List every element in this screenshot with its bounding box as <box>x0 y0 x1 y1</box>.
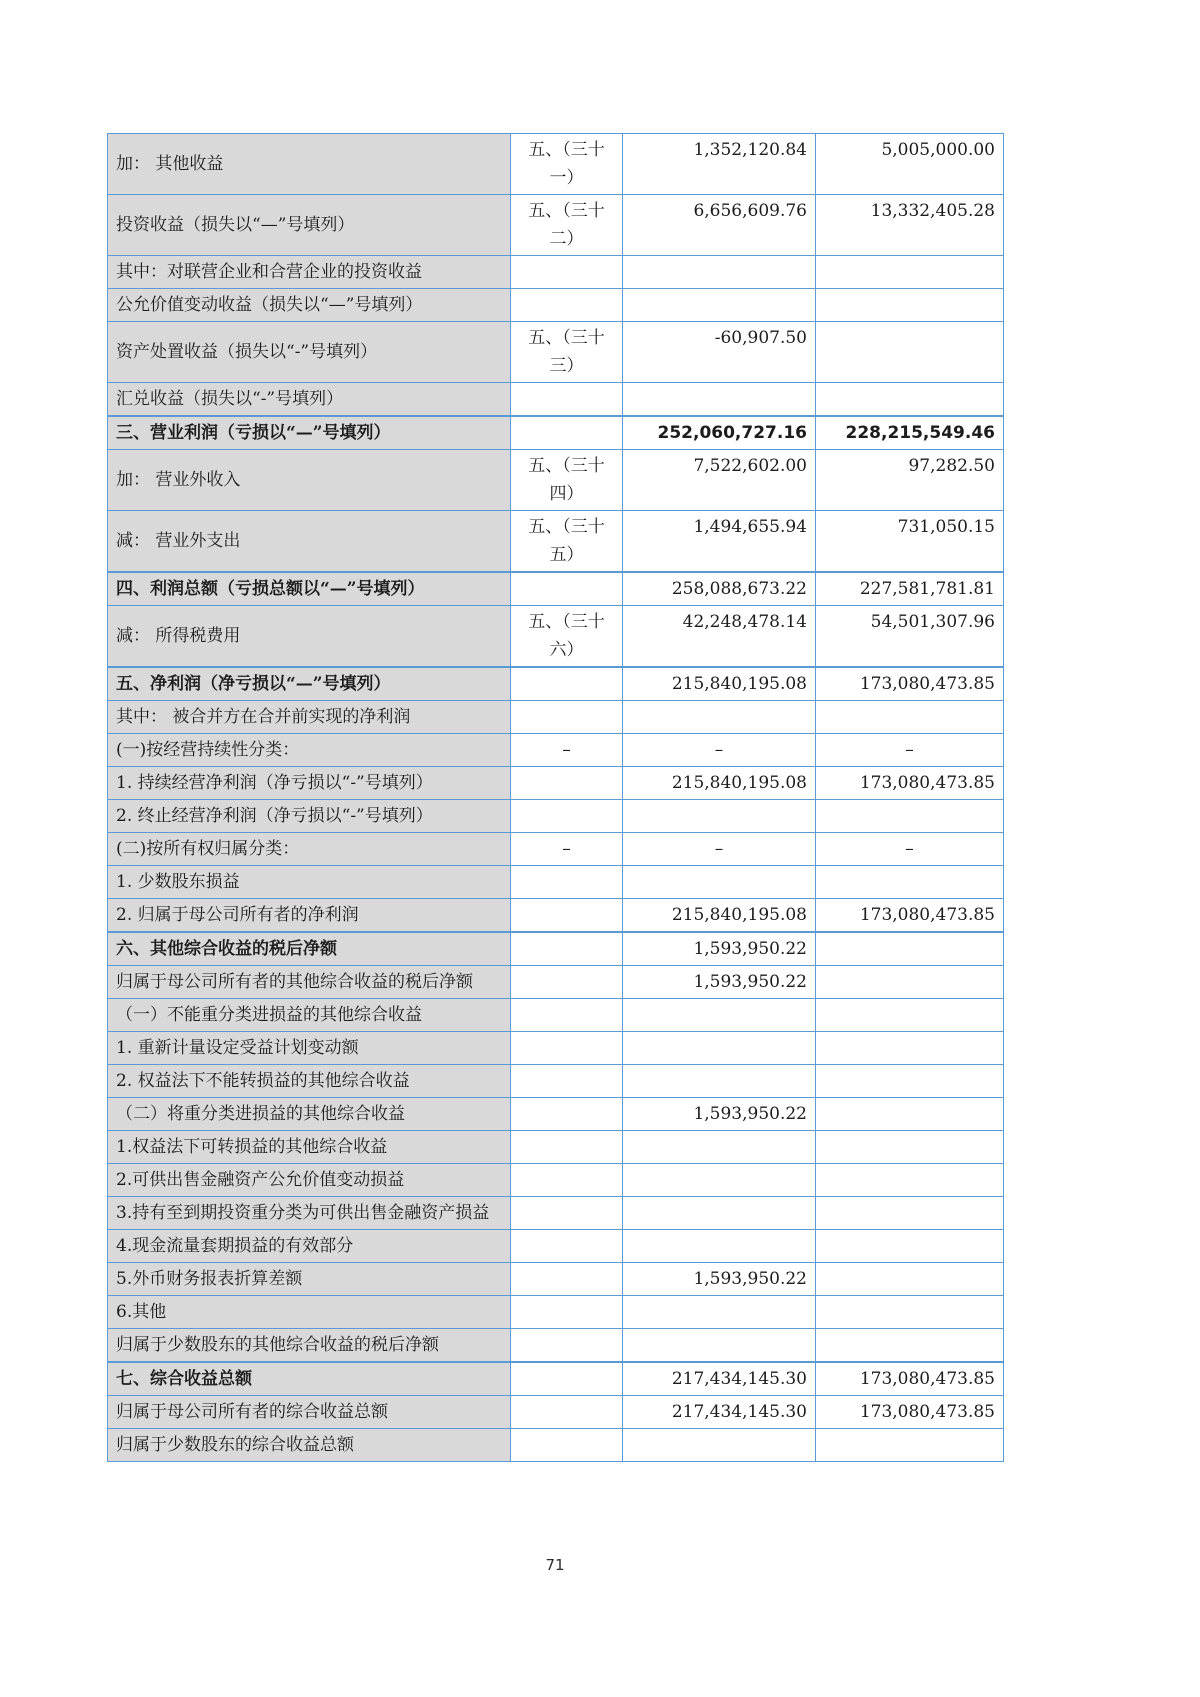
note-cell: 五、（三十一） <box>511 134 623 195</box>
item-cell: 4.现金流量套期损益的有效部分 <box>108 1230 511 1263</box>
current-period-cell: 1,593,950.22 <box>623 932 816 966</box>
note-cell <box>511 1131 623 1164</box>
note-cell: – <box>511 833 623 866</box>
note-cell: 五、（三十三） <box>511 322 623 383</box>
current-period-cell: 7,522,602.00 <box>623 450 816 511</box>
current-period-cell <box>623 289 816 322</box>
prior-period-cell <box>816 1131 1004 1164</box>
prior-period-cell: 13,332,405.28 <box>816 195 1004 256</box>
prior-period-cell: 5,005,000.00 <box>816 134 1004 195</box>
note-cell <box>511 999 623 1032</box>
note-cell <box>511 416 623 450</box>
item-cell: 1. 重新计量设定受益计划变动额 <box>108 1032 511 1065</box>
prior-period-cell <box>816 289 1004 322</box>
current-period-cell <box>623 1329 816 1363</box>
note-cell <box>511 1296 623 1329</box>
table-row <box>108 866 1004 899</box>
note-cell <box>511 1429 623 1462</box>
item-cell: 归属于母公司所有者的其他综合收益的税后净额 <box>108 966 511 999</box>
table-row <box>108 1098 1004 1131</box>
current-period-cell: 217,434,145.30 <box>623 1396 816 1429</box>
table-row <box>108 701 1004 734</box>
note-cell <box>511 256 623 289</box>
prior-period-cell: 731,050.15 <box>816 511 1004 573</box>
note-cell: – <box>511 734 623 767</box>
item-cell: 其中： 被合并方在合并前实现的净利润 <box>108 701 511 734</box>
table-row <box>108 256 1004 289</box>
current-period-cell <box>623 866 816 899</box>
item-cell: 其中：对联营企业和合营企业的投资收益 <box>108 256 511 289</box>
item-cell: 1. 持续经营净利润（净亏损以“-”号填列） <box>108 767 511 800</box>
prior-period-cell: 173,080,473.85 <box>816 1396 1004 1429</box>
item-cell: 1. 少数股东损益 <box>108 866 511 899</box>
prior-period-cell <box>816 1329 1004 1363</box>
note-cell <box>511 767 623 800</box>
current-period-cell <box>623 1032 816 1065</box>
table-row <box>108 1197 1004 1230</box>
note-cell <box>511 1230 623 1263</box>
prior-period-cell <box>816 701 1004 734</box>
table-row <box>108 1032 1004 1065</box>
current-period-cell: 1,593,950.22 <box>623 1098 816 1131</box>
current-period-cell: 1,593,950.22 <box>623 1263 816 1296</box>
table-row <box>108 1329 1004 1363</box>
item-cell: 六、其他综合收益的税后净额 <box>108 932 511 966</box>
note-cell <box>511 966 623 999</box>
prior-period-cell <box>816 1197 1004 1230</box>
prior-period-cell: 228,215,549.46 <box>816 416 1004 450</box>
prior-period-cell <box>816 866 1004 899</box>
item-cell: 2. 终止经营净利润（净亏损以“-”号填列） <box>108 800 511 833</box>
table-row <box>108 899 1004 933</box>
prior-period-cell <box>816 1032 1004 1065</box>
table-row <box>108 606 1004 668</box>
table-row <box>108 195 1004 256</box>
current-period-cell <box>623 1164 816 1197</box>
note-cell <box>511 800 623 833</box>
table-row <box>108 511 1004 573</box>
prior-period-cell: 173,080,473.85 <box>816 1362 1004 1396</box>
table-row <box>108 667 1004 701</box>
item-cell: 归属于少数股东的其他综合收益的税后净额 <box>108 1329 511 1363</box>
current-period-cell: -60,907.50 <box>623 322 816 383</box>
prior-period-cell: 173,080,473.85 <box>816 899 1004 933</box>
current-period-cell: – <box>623 734 816 767</box>
item-cell: 2. 归属于母公司所有者的净利润 <box>108 899 511 933</box>
note-cell <box>511 1032 623 1065</box>
table-body <box>108 134 1004 1462</box>
prior-period-cell: 227,581,781.81 <box>816 572 1004 606</box>
item-cell: 2.可供出售金融资产公允价值变动损益 <box>108 1164 511 1197</box>
table-row <box>108 833 1004 866</box>
current-period-cell <box>623 1197 816 1230</box>
current-period-cell: 258,088,673.22 <box>623 572 816 606</box>
note-cell <box>511 1098 623 1131</box>
item-cell: 3.持有至到期投资重分类为可供出售金融资产损益 <box>108 1197 511 1230</box>
item-cell: 资产处置收益（损失以“-”号填列） <box>108 322 511 383</box>
current-period-cell <box>623 701 816 734</box>
prior-period-cell: 173,080,473.85 <box>816 667 1004 701</box>
table-row <box>108 1396 1004 1429</box>
note-cell <box>511 289 623 322</box>
current-period-cell <box>623 383 816 417</box>
item-cell: 1.权益法下可转损益的其他综合收益 <box>108 1131 511 1164</box>
item-cell: 减： 营业外支出 <box>108 511 511 573</box>
prior-period-cell <box>816 1263 1004 1296</box>
table-row <box>108 1429 1004 1462</box>
current-period-cell <box>623 1296 816 1329</box>
note-cell <box>511 932 623 966</box>
item-cell: （二）将重分类进损益的其他综合收益 <box>108 1098 511 1131</box>
item-cell: 归属于母公司所有者的综合收益总额 <box>108 1396 511 1429</box>
item-cell: 五、净利润（净亏损以“—”号填列） <box>108 667 511 701</box>
prior-period-cell <box>816 1164 1004 1197</box>
item-cell: 投资收益（损失以“—”号填列） <box>108 195 511 256</box>
note-cell <box>511 383 623 417</box>
prior-period-cell <box>816 1230 1004 1263</box>
item-cell: 三、营业利润（亏损以“—”号填列） <box>108 416 511 450</box>
note-cell <box>511 1164 623 1197</box>
current-period-cell: 1,494,655.94 <box>623 511 816 573</box>
current-period-cell <box>623 1131 816 1164</box>
prior-period-cell: – <box>816 734 1004 767</box>
item-cell: (一)按经营持续性分类： <box>108 734 511 767</box>
prior-period-cell: – <box>816 833 1004 866</box>
item-cell: 四、利润总额（亏损总额以“—”号填列） <box>108 572 511 606</box>
prior-period-cell <box>816 1429 1004 1462</box>
table-row <box>108 383 1004 417</box>
current-period-cell: 215,840,195.08 <box>623 767 816 800</box>
table-row <box>108 800 1004 833</box>
current-period-cell: 42,248,478.14 <box>623 606 816 668</box>
prior-period-cell <box>816 322 1004 383</box>
table-row <box>108 1164 1004 1197</box>
prior-period-cell <box>816 966 1004 999</box>
current-period-cell: 252,060,727.16 <box>623 416 816 450</box>
prior-period-cell <box>816 932 1004 966</box>
note-cell: 五、（三十六） <box>511 606 623 668</box>
note-cell <box>511 1329 623 1363</box>
prior-period-cell <box>816 800 1004 833</box>
current-period-cell <box>623 800 816 833</box>
current-period-cell <box>623 256 816 289</box>
current-period-cell <box>623 1065 816 1098</box>
item-cell: 2. 权益法下不能转损益的其他综合收益 <box>108 1065 511 1098</box>
current-period-cell <box>623 999 816 1032</box>
current-period-cell: – <box>623 833 816 866</box>
table-row <box>108 322 1004 383</box>
prior-period-cell <box>816 1065 1004 1098</box>
table-row <box>108 450 1004 511</box>
item-cell: 5.外币财务报表折算差额 <box>108 1263 511 1296</box>
item-cell: 6.其他 <box>108 1296 511 1329</box>
note-cell <box>511 1065 623 1098</box>
table-row <box>108 1362 1004 1396</box>
note-cell <box>511 667 623 701</box>
note-cell <box>511 1362 623 1396</box>
item-cell: （一）不能重分类进损益的其他综合收益 <box>108 999 511 1032</box>
prior-period-cell: 97,282.50 <box>816 450 1004 511</box>
item-cell: 公允价值变动收益（损失以“—”号填列） <box>108 289 511 322</box>
item-cell: 加： 营业外收入 <box>108 450 511 511</box>
item-cell: 归属于少数股东的综合收益总额 <box>108 1429 511 1462</box>
table-row <box>108 966 1004 999</box>
prior-period-cell <box>816 1098 1004 1131</box>
item-cell: 加： 其他收益 <box>108 134 511 195</box>
current-period-cell: 215,840,195.08 <box>623 899 816 933</box>
item-cell: 减： 所得税费用 <box>108 606 511 668</box>
table-row <box>108 1065 1004 1098</box>
prior-period-cell <box>816 999 1004 1032</box>
note-cell <box>511 866 623 899</box>
item-cell: 汇兑收益（损失以“-”号填列） <box>108 383 511 417</box>
current-period-cell <box>623 1429 816 1462</box>
page-number: 71 <box>545 1556 565 1574</box>
current-period-cell: 1,593,950.22 <box>623 966 816 999</box>
prior-period-cell <box>816 256 1004 289</box>
note-cell <box>511 572 623 606</box>
table-row <box>108 1230 1004 1263</box>
current-period-cell: 1,352,120.84 <box>623 134 816 195</box>
current-period-cell: 215,840,195.08 <box>623 667 816 701</box>
table-row <box>108 1263 1004 1296</box>
table-row <box>108 416 1004 450</box>
table-row <box>108 932 1004 966</box>
note-cell <box>511 1197 623 1230</box>
table-row <box>108 767 1004 800</box>
item-cell: (二)按所有权归属分类： <box>108 833 511 866</box>
prior-period-cell <box>816 1296 1004 1329</box>
table-row <box>108 1296 1004 1329</box>
item-cell: 七、综合收益总额 <box>108 1362 511 1396</box>
table-row <box>108 572 1004 606</box>
table-row <box>108 1131 1004 1164</box>
current-period-cell: 217,434,145.30 <box>623 1362 816 1396</box>
prior-period-cell <box>816 383 1004 417</box>
note-cell <box>511 1263 623 1296</box>
prior-period-cell: 54,501,307.96 <box>816 606 1004 668</box>
note-cell <box>511 1396 623 1429</box>
note-cell <box>511 701 623 734</box>
note-cell: 五、（三十四） <box>511 450 623 511</box>
prior-period-cell: 173,080,473.85 <box>816 767 1004 800</box>
table-row <box>108 999 1004 1032</box>
table-row <box>108 289 1004 322</box>
note-cell: 五、（三十二） <box>511 195 623 256</box>
current-period-cell: 6,656,609.76 <box>623 195 816 256</box>
table-row <box>108 134 1004 195</box>
current-period-cell <box>623 1230 816 1263</box>
note-cell <box>511 899 623 933</box>
note-cell: 五、（三十五） <box>511 511 623 573</box>
income-statement-table <box>107 133 1004 1462</box>
table-row <box>108 734 1004 767</box>
